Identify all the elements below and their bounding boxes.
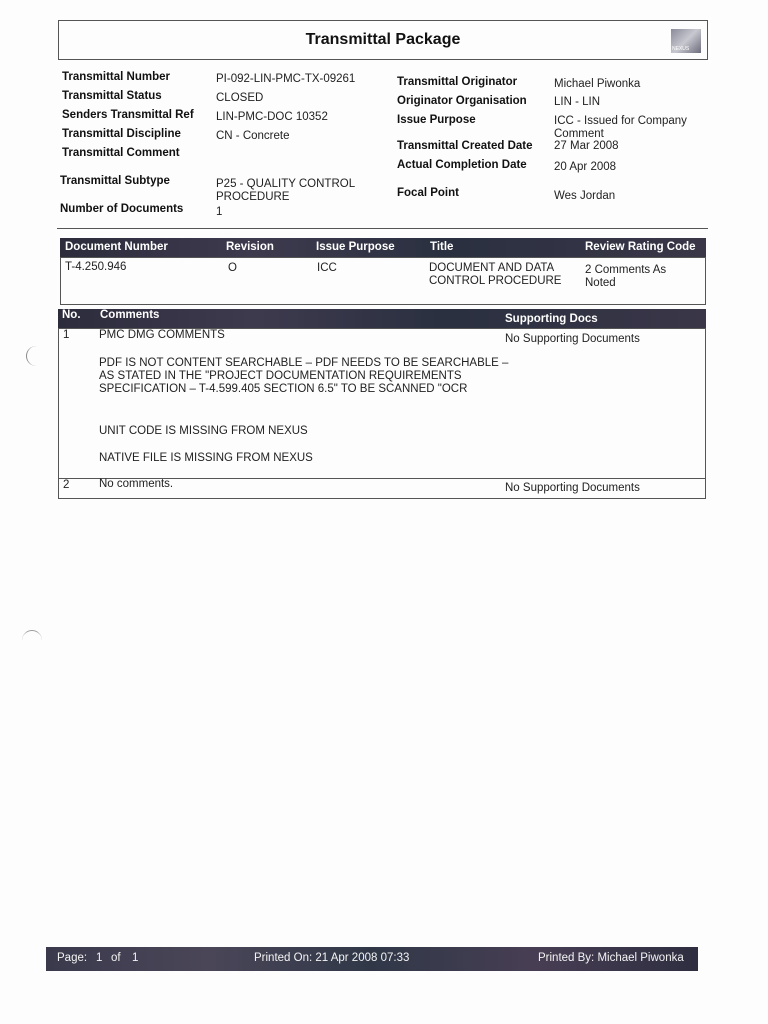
field-value-originator: Michael Piwonka — [554, 78, 641, 90]
col-no: No. — [62, 309, 81, 321]
field-label-comment: Transmittal Comment — [62, 147, 180, 159]
field-label-completion-date: Actual Completion Date — [397, 159, 527, 171]
field-value-senders-ref: LIN-PMC-DOC 10352 — [216, 111, 328, 123]
col-issue-purpose: Issue Purpose — [316, 241, 395, 253]
doc-table-row — [60, 257, 706, 305]
field-value-focal-point: Wes Jordan — [554, 190, 616, 202]
field-value-created-date: 27 Mar 2008 — [554, 140, 619, 152]
field-label-num-documents: Number of Documents — [60, 203, 184, 215]
comments-table-header — [58, 309, 706, 328]
field-label-subtype: Transmittal Subtype — [60, 175, 170, 187]
field-value-num-documents: 1 — [216, 206, 223, 218]
printed-on: Printed On: 21 Apr 2008 07:33 — [254, 952, 410, 964]
supporting-docs-1: No Supporting Documents — [505, 333, 640, 345]
footer-bar — [46, 947, 698, 971]
col-comments: Comments — [100, 309, 160, 321]
field-label-organisation: Originator Organisation — [397, 95, 527, 107]
field-label-transmittal-number: Transmittal Number — [62, 71, 170, 83]
field-value-completion-date: 20 Apr 2008 — [554, 161, 617, 173]
printed-by: Printed By: Michael Piwonka — [538, 952, 684, 964]
comment-paragraph-1: PDF IS NOT CONTENT SEARCHABLE – PDF NEEDS TO BE SEARCHABLE – AS STATED IN THE "PROJECT DOCUMENTATION REQUIREMENTS SPECIFICATION – T-4.599.405 SECTION 6.5" TO BE SCANNED "OCR — [99, 357, 509, 395]
nexus-logo — [671, 29, 701, 53]
field-value-issue-purpose: ICC - Issued for Company Comment — [554, 115, 687, 140]
binder-hole — [26, 346, 47, 366]
col-review-rating: Review Rating Code — [585, 241, 696, 253]
review-rating-cell: 2 Comments As Noted — [585, 264, 667, 289]
logo-text: NEXUS — [672, 46, 690, 52]
field-value-organisation: LIN - LIN — [554, 96, 601, 108]
field-value-transmittal-number: PI-092-LIN-PMC-TX-09261 — [216, 73, 356, 85]
comment-title-2: No comments. — [99, 478, 174, 490]
comment-no-1: 1 — [63, 329, 70, 341]
field-value-discipline: CN - Concrete — [216, 130, 290, 142]
col-title: Title — [430, 241, 454, 253]
field-label-originator: Transmittal Originator — [397, 76, 518, 88]
comments-table-body — [58, 328, 706, 499]
field-value-transmittal-status: CLOSED — [216, 92, 264, 104]
col-document-number: Document Number — [65, 241, 168, 253]
comment-paragraph-2: UNIT CODE IS MISSING FROM NEXUS — [99, 425, 308, 437]
field-label-transmittal-status: Transmittal Status — [62, 90, 162, 102]
col-revision: Revision — [226, 241, 274, 253]
section-divider — [57, 228, 708, 229]
field-label-discipline: Transmittal Discipline — [62, 128, 181, 140]
page-title: Transmittal Package — [305, 31, 461, 48]
title-box — [58, 20, 708, 60]
comment-paragraph-3: NATIVE FILE IS MISSING FROM NEXUS — [99, 452, 313, 464]
field-label-focal-point: Focal Point — [397, 187, 459, 199]
comment-title-1: PMC DMG COMMENTS — [99, 329, 225, 341]
col-supporting-docs: Supporting Docs — [505, 313, 598, 325]
issue-purpose-cell: ICC — [317, 262, 337, 274]
page-total: 1 — [132, 952, 139, 964]
page-label: Page: — [57, 952, 88, 964]
field-label-created-date: Transmittal Created Date — [397, 140, 533, 152]
doc-table-header — [60, 238, 706, 257]
supporting-docs-2: No Supporting Documents — [505, 482, 640, 494]
title-cell: DOCUMENT AND DATA CONTROL PROCEDURE — [429, 262, 562, 287]
field-value-subtype: P25 - QUALITY CONTROL PROCEDURE — [216, 178, 355, 203]
comment-no-2: 2 — [63, 479, 70, 491]
field-label-issue-purpose: Issue Purpose — [397, 114, 476, 126]
revision-cell: O — [228, 262, 237, 274]
page-of-label: of — [111, 952, 121, 964]
doc-number-cell: T-4.250.946 — [65, 261, 127, 273]
page-number: 1 — [96, 952, 103, 964]
field-label-senders-ref: Senders Transmittal Ref — [62, 109, 194, 121]
binder-hole — [22, 630, 42, 651]
